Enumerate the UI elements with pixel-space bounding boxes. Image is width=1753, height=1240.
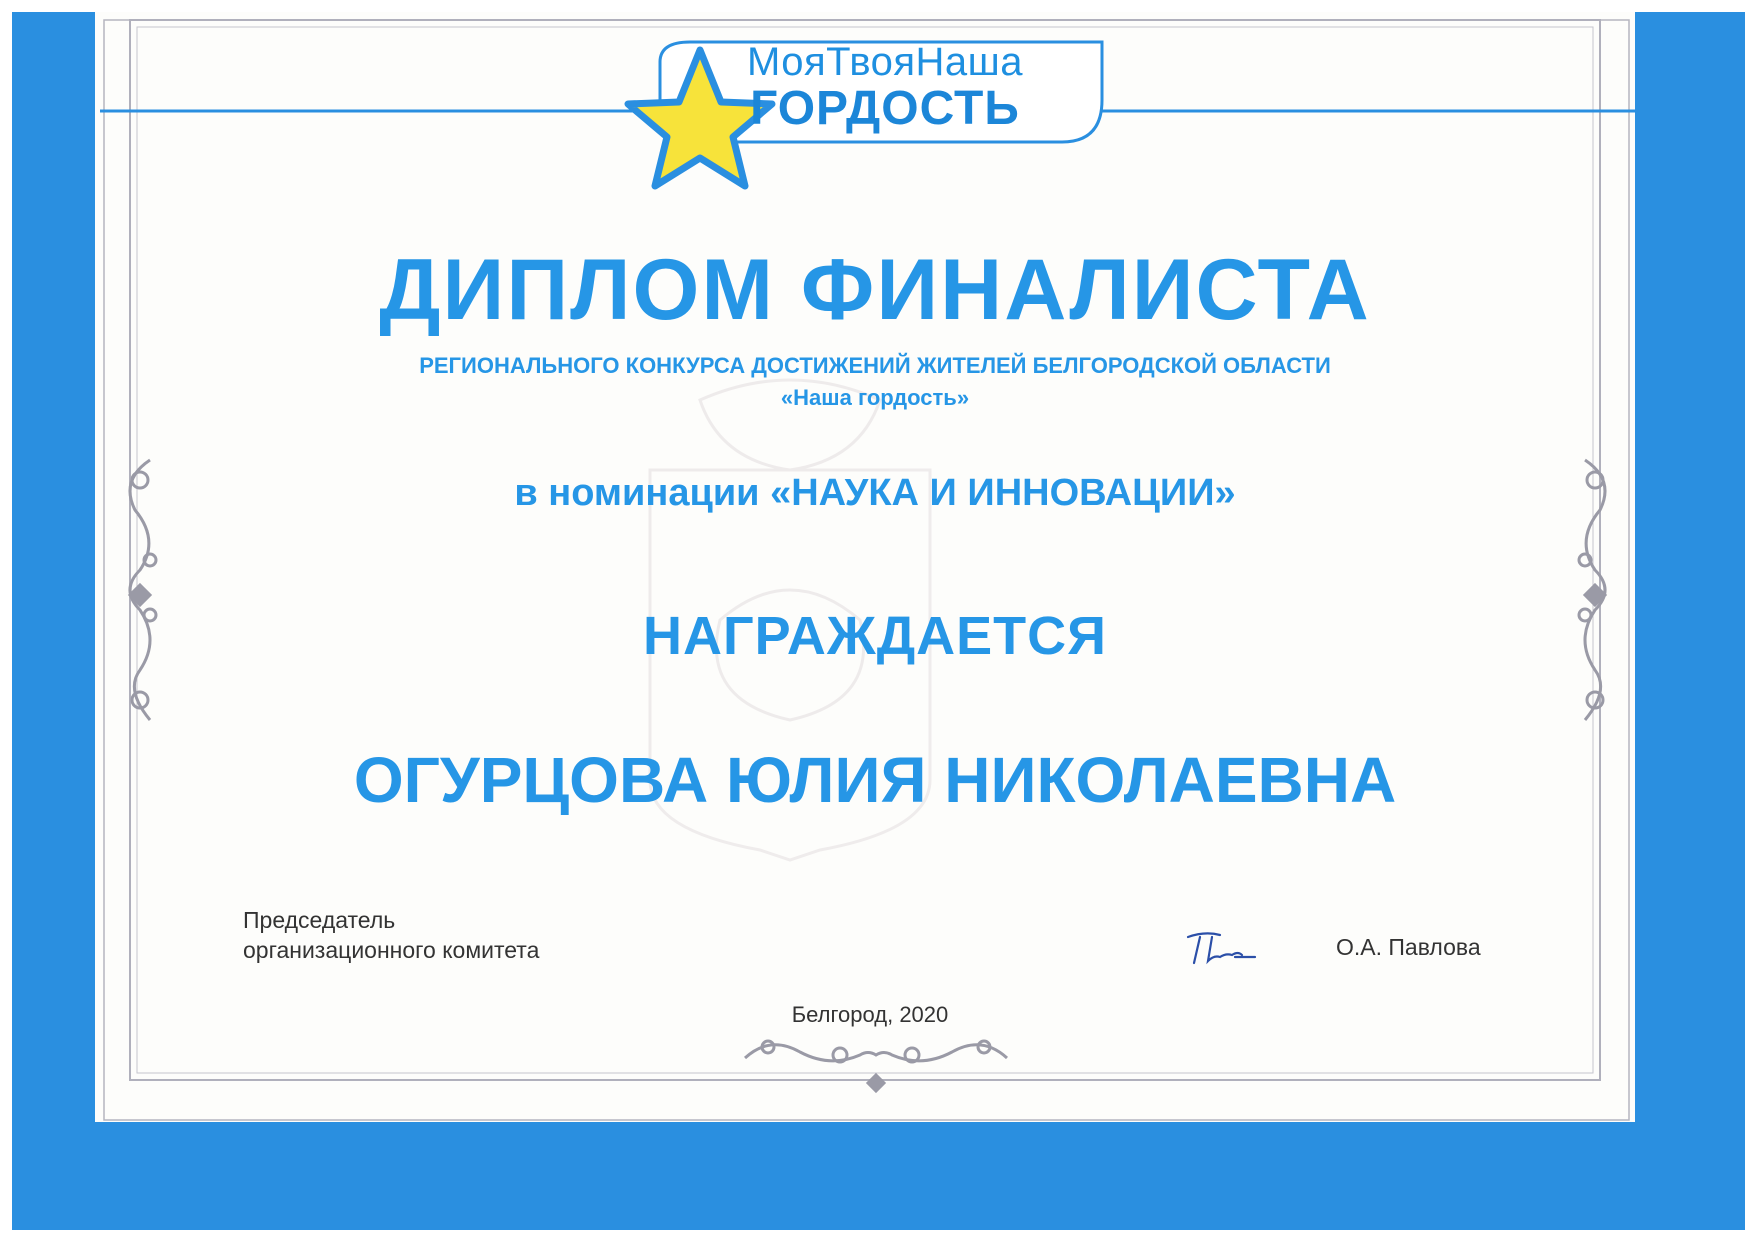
place-year: Белгород, 2020 (791, 1002, 949, 1027)
diploma-title: ДИПЛОМ ФИНАЛИСТА (379, 242, 1371, 338)
ornament-flourish-icon (745, 1041, 1007, 1091)
awarded-label: НАГРАЖДАЕТСЯ (643, 606, 1107, 666)
ornament-flourish-icon (130, 460, 156, 720)
logo-line1: МояТвояНаша (746, 40, 1024, 84)
logo-line2: ГОРДОСТЬ (750, 82, 1020, 135)
diploma-subtitle-line1: РЕГИОНАЛЬНОГО КОНКУРСА ДОСТИЖЕНИЙ ЖИТЕЛЕЙ БЕЛГОРОДСКОЙ ОБЛАСТИ (419, 353, 1331, 378)
signatory-position (243, 905, 539, 965)
signatory-position-line1: Председатель (243, 907, 396, 933)
handwritten-signature (1180, 925, 1260, 970)
recipient-name: ОГУРЦОВА ЮЛИЯ НИКОЛАЕВНА (353, 744, 1397, 816)
signatory-name: О.А. Павлова (1336, 934, 1481, 960)
nomination: в номинации «НАУКА И ИННОВАЦИИ» (514, 472, 1236, 514)
ornament-flourish-icon (1579, 460, 1605, 720)
logo (700, 40, 1070, 134)
diploma-subtitle-line2: «Наша гордость» (780, 385, 970, 410)
signatory-position-line2: организационного комитета (243, 937, 540, 963)
